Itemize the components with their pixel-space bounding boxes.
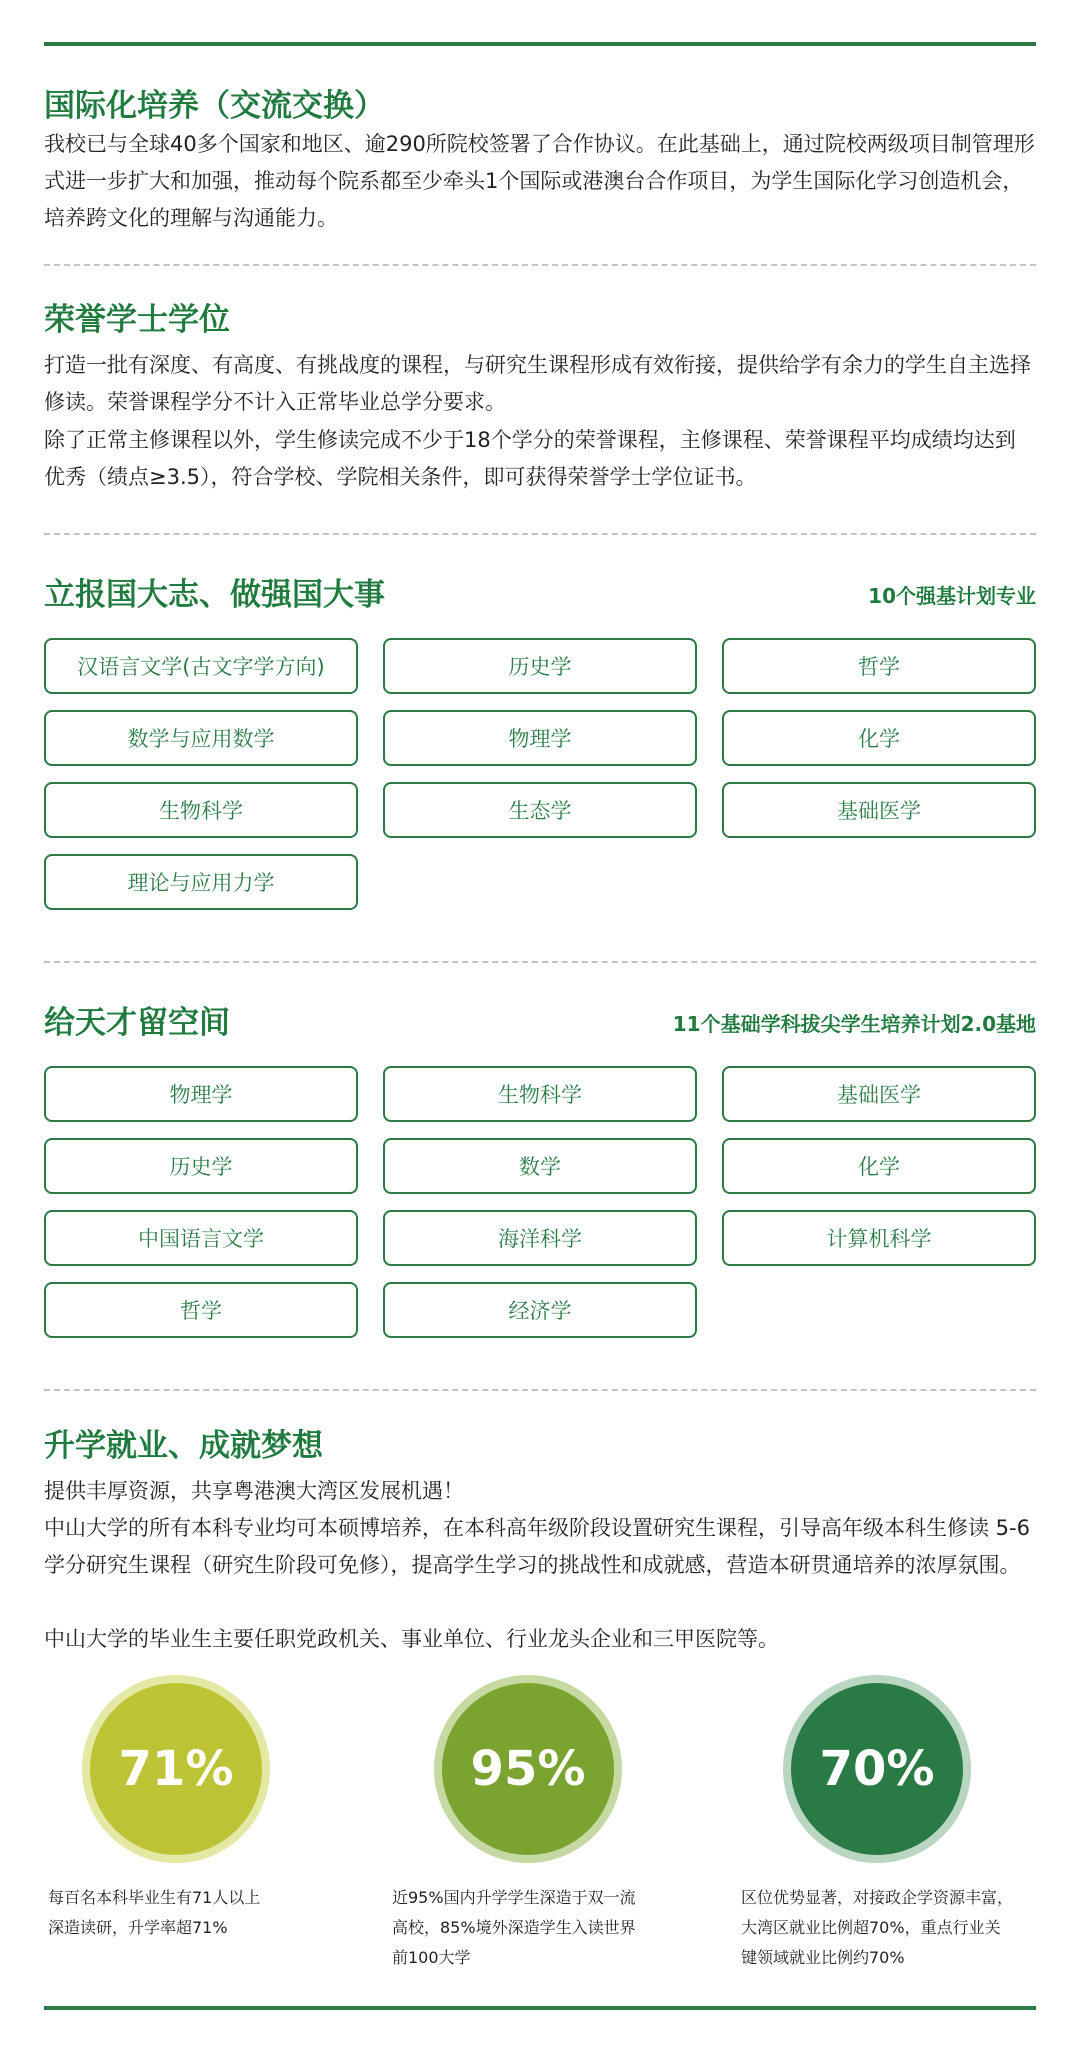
strong-base-tag: 10个强基计划专业 [868,584,1036,608]
top-rule [44,42,1036,46]
divider [44,533,1036,535]
stat-circle: 70% [791,1683,963,1855]
major-chip: 生态学 [383,782,697,838]
stat-caption-2 [392,1883,692,1973]
career-para-1: 提供丰厚资源，共享粤港澳大湾区发展机遇！ [44,1479,464,1503]
major-chip: 历史学 [383,638,697,694]
career-para-3: 中山大学的毕业生主要任职党政机关、事业单位、行业龙头企业和三甲医院等。 [44,1627,779,1651]
divider [44,1389,1036,1391]
major-chip: 中国语言文学 [44,1210,358,1266]
caption-line: 高校，85%境外深造学生入读世界 [392,1918,636,1937]
talent-tag: 11个基础学科拔尖学生培养计划2.0基地 [672,1012,1036,1036]
honors-title: 荣誉学士学位 [44,302,230,338]
major-chip: 数学 [383,1138,697,1194]
stat-1 [90,1683,390,1855]
major-chip: 生物科学 [383,1066,697,1122]
caption-line: 近95%国内升学学生深造于双一流 [392,1888,636,1907]
major-chip: 基础医学 [722,782,1036,838]
career-title: 升学就业、成就梦想 [44,1428,323,1464]
major-chip: 哲学 [722,638,1036,694]
major-chip: 计算机科学 [722,1210,1036,1266]
stat-caption-3 [741,1883,1036,1973]
major-chip: 物理学 [383,710,697,766]
stat-circle: 95% [442,1683,614,1855]
caption-line: 前100大学 [392,1948,471,1967]
divider [44,961,1036,963]
stat-3 [791,1683,1080,1855]
major-chip: 哲学 [44,1282,358,1338]
caption-line: 区位优势显著，对接政企学资源丰富， [741,1888,1014,1907]
honors-para-1: 打造一批有深度、有高度、有挑战度的课程，与研究生课程形成有效衔接，提供给学有余力的学生自主选择修读。荣誉课程学分不计入正常毕业总学分要求。 [44,353,1031,414]
honors-para-2: 除了正常主修课程以外，学生修读完成不少于18个学分的荣誉课程，主修课程、荣誉课程平均成绩均达到优秀（绩点≥3.5），符合学校、学院相关条件，即可获得荣誉学士学位证书。 [44,428,1016,489]
intl-body: 我校已与全球40多个国家和地区、逾290所院校签署了合作协议。在此基础上，通过院校两级项目制管理形式进一步扩大和加强，推动每个院系都至少牵头1个国际或港澳台合作项目，为学生国际化学习创造机会，培养跨文化的理解与沟通能力。 [44,132,1035,230]
stat-circle: 71% [90,1683,262,1855]
major-chip: 基础医学 [722,1066,1036,1122]
major-chip: 理论与应用力学 [44,854,358,910]
caption-line: 每百名本科毕业生有71人以上 [48,1888,261,1907]
career-para-2: 中山大学的所有本科专业均可本硕博培养，在本科高年级阶段设置研究生课程，引导高年级本科生修读 5-6 学分研究生课程（研究生阶段可免修），提高学生学习的挑战性和成就感，营造本研贯通培养的浓厚氛围。 [44,1516,1030,1577]
major-chip: 海洋科学 [383,1210,697,1266]
caption-line: 键领域就业比例约70% [741,1948,905,1967]
caption-line: 大湾区就业比例超70%，重点行业关 [741,1918,1001,1937]
caption-line: 深造读研，升学率超71% [48,1918,228,1937]
major-chip: 汉语言文学(古文字学方向) [44,638,358,694]
bottom-rule [44,2006,1036,2010]
major-chip: 数学与应用数学 [44,710,358,766]
major-chip: 物理学 [44,1066,358,1122]
divider [44,264,1036,266]
major-chip: 化学 [722,710,1036,766]
talent-title: 给天才留空间 [44,1005,230,1041]
major-chip: 历史学 [44,1138,358,1194]
major-chip: 经济学 [383,1282,697,1338]
strong-base-title: 立报国大志、做强国大事 [44,577,385,613]
major-chip: 生物科学 [44,782,358,838]
major-chip: 化学 [722,1138,1036,1194]
stat-2 [442,1683,742,1855]
intl-title: 国际化培养（交流交换） [44,88,385,124]
stat-caption-1 [48,1883,348,1943]
